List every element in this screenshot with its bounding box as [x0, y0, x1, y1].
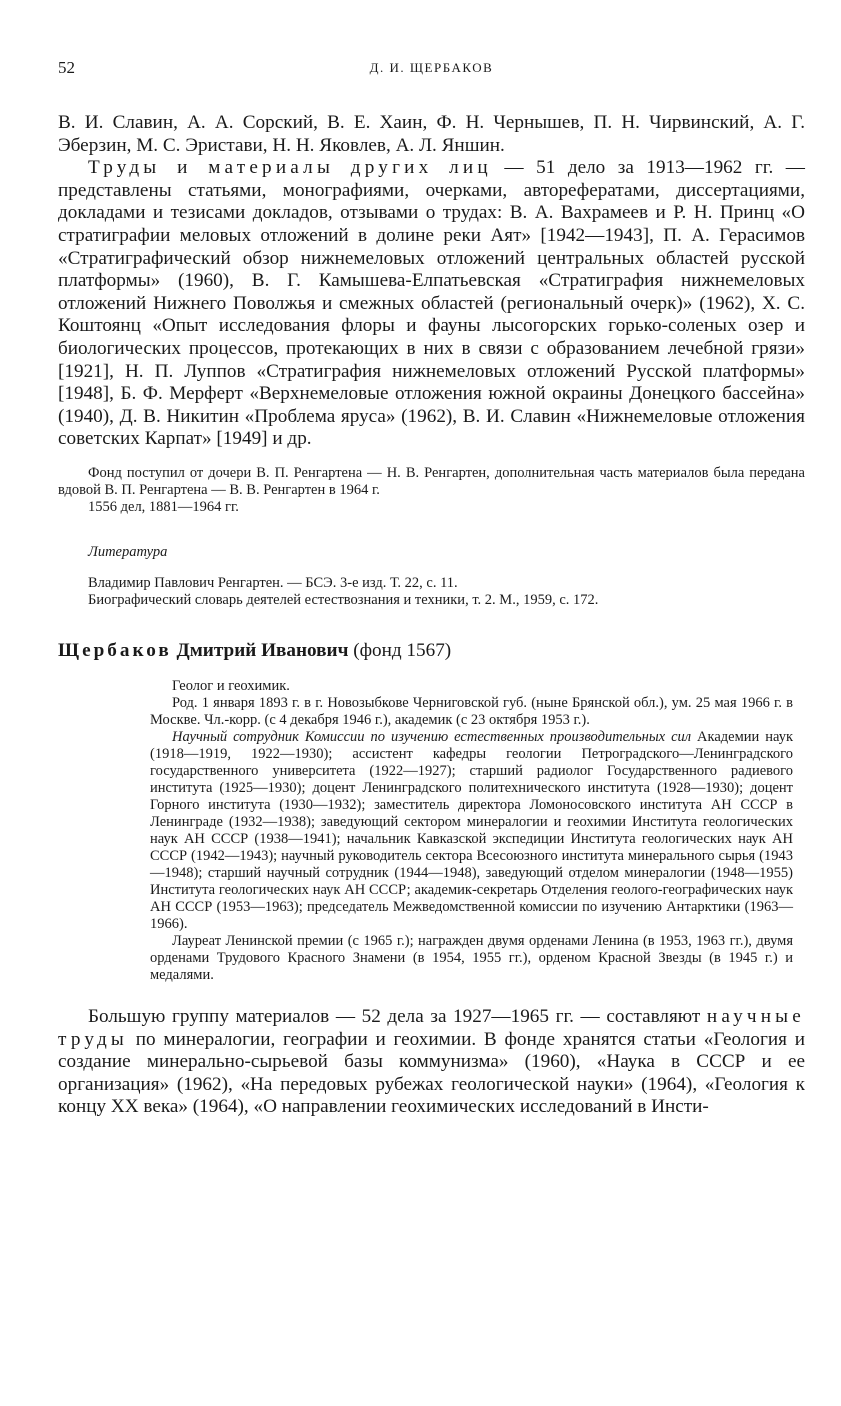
- intro-names-paragraph: В. И. Славин, А. А. Сорский, В. Е. Хаин, Ф. Н. Чернышев, П. Н. Чирвинский, А. Г. Эберзин, М. С. Эристави, Н. Н. Яковлев, А. Л. Яншин.: [58, 112, 805, 156]
- bio-awards: [150, 933, 793, 984]
- fond-note-text: [58, 465, 805, 499]
- bio-born-text: Род. 1 января 1893 г. в г. Новозыбкове Черниговской губ. (ныне Брянской обл.), ум. 25 мая 1966 г. в Москве. Чл.-корр. (с 4 декабря 1946 г.), академик (с 23 октября 1953 г.).: [150, 694, 793, 728]
- literature-item: [58, 575, 805, 592]
- page-number: 52: [58, 58, 75, 77]
- page-header: [58, 58, 805, 82]
- literature-item-text: Владимир Павлович Ренгартен. — БСЭ. 3-е изд. Т. 22, с. 11.: [88, 574, 458, 591]
- final-paragraph: [58, 1006, 805, 1119]
- bio-profession-text: Геолог и геохимик.: [172, 677, 290, 694]
- trudy-paragraph: [58, 157, 805, 451]
- person-fond-number: (фонд 1567): [353, 639, 452, 661]
- bio-career-text: Академии наук (1918—1919, 1922—1930); ассистент кафедры геологии Петроградского—Ленинградского государственного университета (1922—1927); старший радиолог Государственного радиевого института (1925—1930); доцент Ленинградского политехнического института (1928—1930); доцент Горного института (1930—1932); заместитель директора Ломоносовского института АН СССР в Ленинграде (1932—1938); заведующий сектором минералогии и геохимии Института геологических наук АН СССР (1938—1941); начальник Кавказской экспедиции Института геологических наук АН СССР (1942—1943); научный руководитель сектора Всесоюзного института минерального сырья (1943—1948); старший научный сотрудник (1944—1948), заведующий отделом минералогии (1948—1955) Института геологических наук АН СССР; академик-секретарь Отделения геолого-географических наук АН СССР (1953—1963); председатель Межведомственной комиссии по изучению Антарктики (1963—1966).: [150, 728, 794, 932]
- literature-list: [58, 575, 805, 609]
- bio-career-lead: Научный сотрудник Комиссии по изучению естественных производительных сил: [172, 728, 692, 745]
- running-head: Д. И. ЩЕРБАКОВ: [369, 60, 494, 75]
- fond-note-summary-text: 1556 дел, 1881—1964 гг.: [88, 498, 239, 515]
- bio-awards-text: Лауреат Ленинской премии (с 1965 г.); награжден двумя орденами Ленина (в 1953, 1963 гг.), двумя орденами Трудового Красного Знамени (в 1954, 1955 гг.), орденом Красной Звезды (в 1945 г.) и медалями.: [150, 932, 793, 983]
- literature-heading: Литература: [88, 543, 168, 560]
- final-text: по минералогии, географии и геохимии. В фонде хранятся статьи «Геология и создание минерально-сырьевой базы коммунизма» (1960), «Наука в СССР и ее организация» (1962), «На передовых рубежах геологической науки» (1964), «Геология к концу XX века» (1964), «О направлении геохимических исследований в Инсти-: [58, 1028, 805, 1118]
- person-heading: [58, 639, 805, 663]
- main-text: [58, 112, 805, 1119]
- trudy-text: — 51 дело за 1913—1962 гг. — представлены статьями, монографиями, очерками, авторефератами, диссертациями, докладами и тезисами докладов, отзывами о трудах: В. А. Вахрамеев и Р. Н. Принц «О стратиграфии меловых отложений в долине реки Аят» [1942—1943], П. А. Герасимов «Стратиграфический обзор нижнемеловых отложений центральных областей русской платформы» (1960), В. Г. Камышева-Елпатьевская «Стратиграфия нижнемеловых отложений Нижнего Поволжья и смежных областей (региональный очерк)» (1962), Х. С. Коштоянц «Опыт исследования флоры и фауны лысогорских горько-соленых озер и биологических процессов, протекающих в них в связи с образованием лечебной грязи» [1921], Н. П. Луппов «Стратиграфия нижнемеловых отложений Русской платформы» [1948], Б. Ф. Мерферт «Верхнемеловые отложения южной окраины Донецкого бассейна» (1940), Д. В. Никитин «Проблема яруса» (1962), В. И. Славин «Нижнемеловые отложения советских Карпат» [1949] и др.: [58, 157, 805, 450]
- final-lead: Большую группу материалов — 52 дела за 1927—1965 гг. — составляют: [88, 1005, 707, 1027]
- fond-note-summary: [58, 499, 805, 516]
- fond-note-body: Фонд поступил от дочери В. П. Ренгартена — Н. В. Ренгартен, дополнительная часть материалов была передана вдовой В. П. Ренгартена — В. В. Ренгартен в 1964 г.: [58, 464, 805, 498]
- bio-born: [150, 695, 793, 729]
- bio-profession: [150, 678, 793, 695]
- fond-note: [58, 465, 805, 516]
- final-spaced: научные труды: [58, 1005, 805, 1050]
- trudy-lead: Труды и материалы других лиц: [88, 157, 492, 179]
- person-surname: Щербаков: [58, 639, 172, 661]
- bio-career: [150, 729, 793, 933]
- person-given-names: Дмитрий Иванович: [176, 639, 349, 661]
- literature-item: [58, 592, 805, 609]
- biography-block: [150, 678, 793, 984]
- literature-item-text: Биографический словарь деятелей естествознания и техники, т. 2. М., 1959, с. 172.: [88, 591, 599, 608]
